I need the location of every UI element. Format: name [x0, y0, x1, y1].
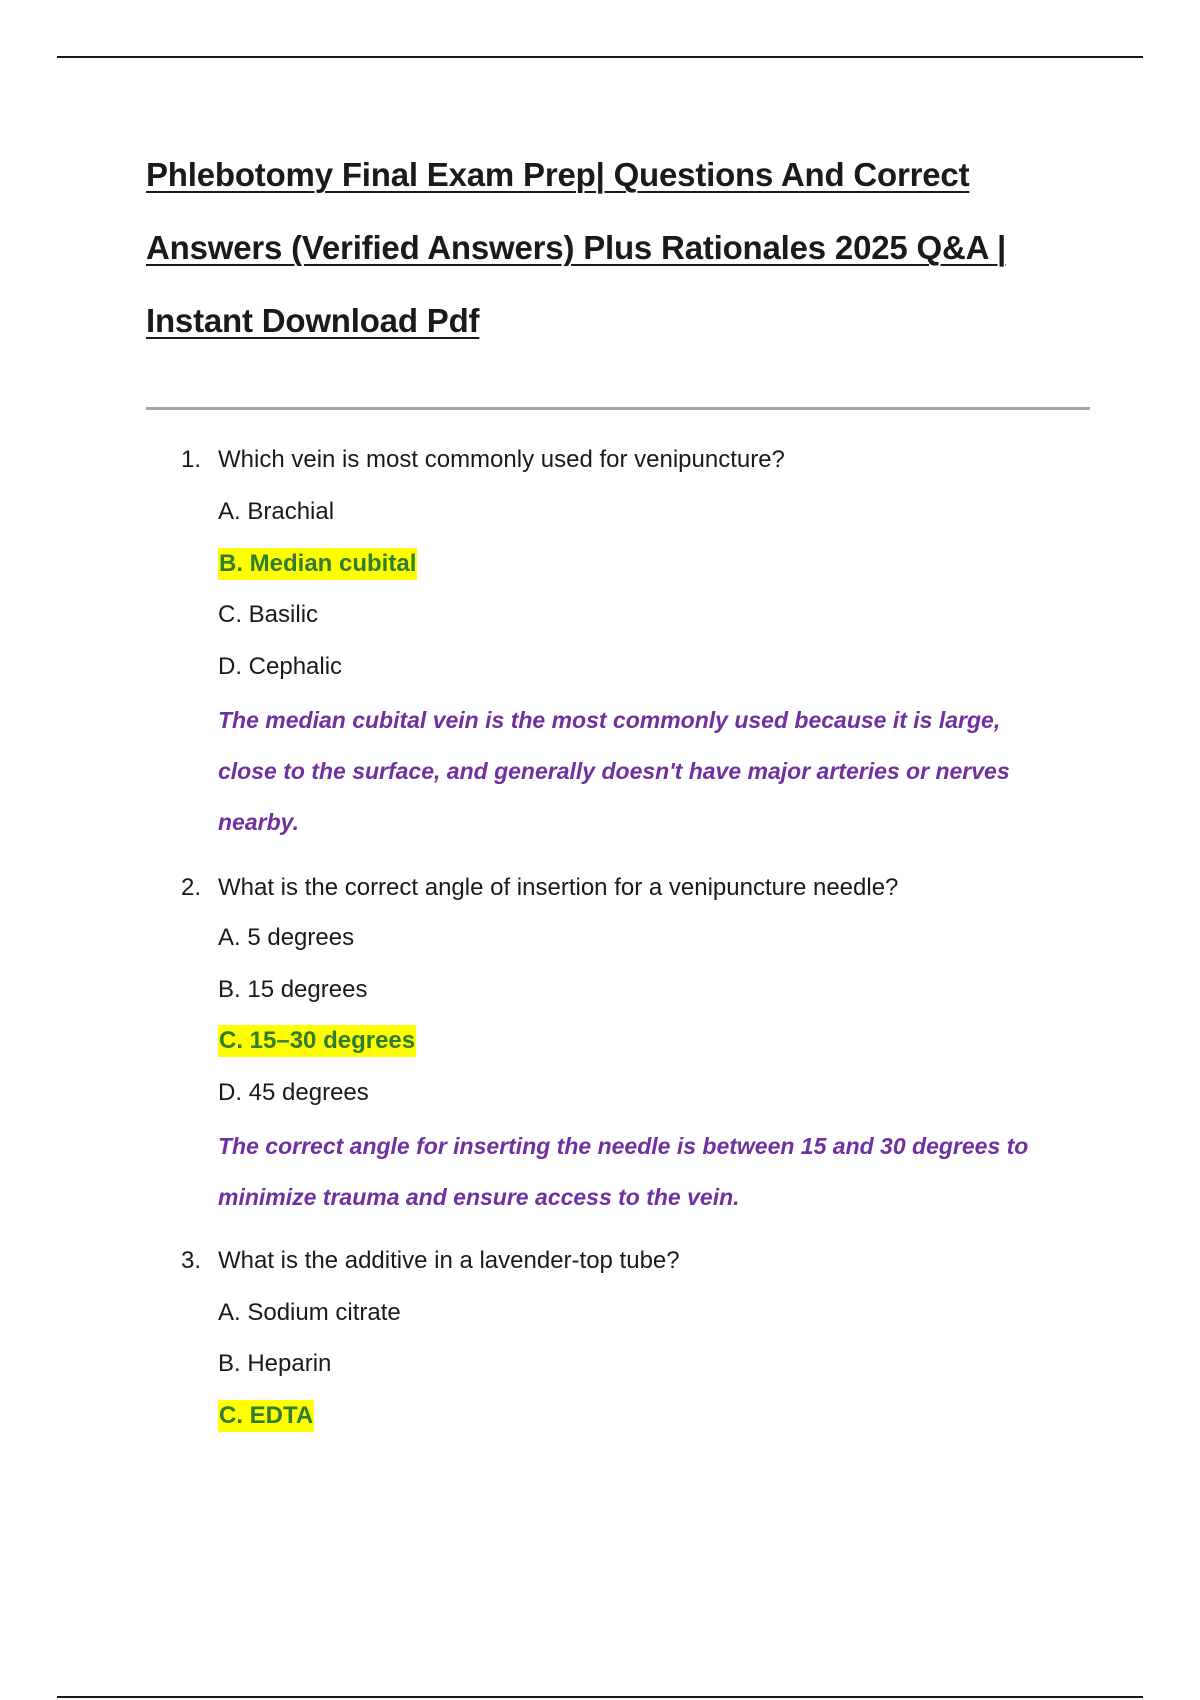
question-number: 1.	[181, 446, 202, 473]
option-c: C. Basilic	[218, 601, 319, 628]
option-b-correct: B. Median cubital	[218, 548, 417, 580]
option-c-correct: C. EDTA	[218, 1400, 314, 1432]
option-d: D. 45 degrees	[218, 1079, 369, 1106]
question-number: 2.	[181, 874, 202, 901]
rationale	[218, 695, 1098, 848]
option-b: B. Heparin	[218, 1350, 332, 1377]
option-a: A. Sodium citrate	[218, 1299, 401, 1326]
question-number: 3.	[181, 1247, 202, 1274]
rationale-line: nearby.	[218, 809, 299, 835]
rationale	[218, 1121, 1098, 1223]
title-line-2: Answers (Verified Answers) Plus Rationales 2025 Q&A |	[146, 229, 1007, 266]
option-a: A. 5 degrees	[218, 924, 355, 951]
option-b: B. 15 degrees	[218, 976, 368, 1003]
rationale-line: The correct angle for inserting the needle is between 15 and 30 degrees to	[218, 1133, 1029, 1159]
question-text: What is the correct angle of insertion for a venipuncture needle?	[218, 874, 899, 901]
title-line-1: Phlebotomy Final Exam Prep| Questions And Correct	[146, 156, 970, 193]
page-bottom-rule	[57, 1696, 1143, 1698]
question-text: What is the additive in a lavender-top tube?	[218, 1247, 680, 1274]
rationale-line: close to the surface, and generally doesn't have major arteries or nerves	[218, 758, 1010, 784]
option-d: D. Cephalic	[218, 653, 343, 680]
rationale-line: minimize trauma and ensure access to the vein.	[218, 1184, 740, 1210]
title-line-3: Instant Download Pdf	[146, 302, 480, 339]
option-c-correct: C. 15–30 degrees	[218, 1025, 416, 1057]
option-a: A. Brachial	[218, 498, 335, 525]
question-text: Which vein is most commonly used for venipuncture?	[218, 446, 785, 473]
rationale-line: The median cubital vein is the most commonly used because it is large,	[218, 707, 1001, 733]
